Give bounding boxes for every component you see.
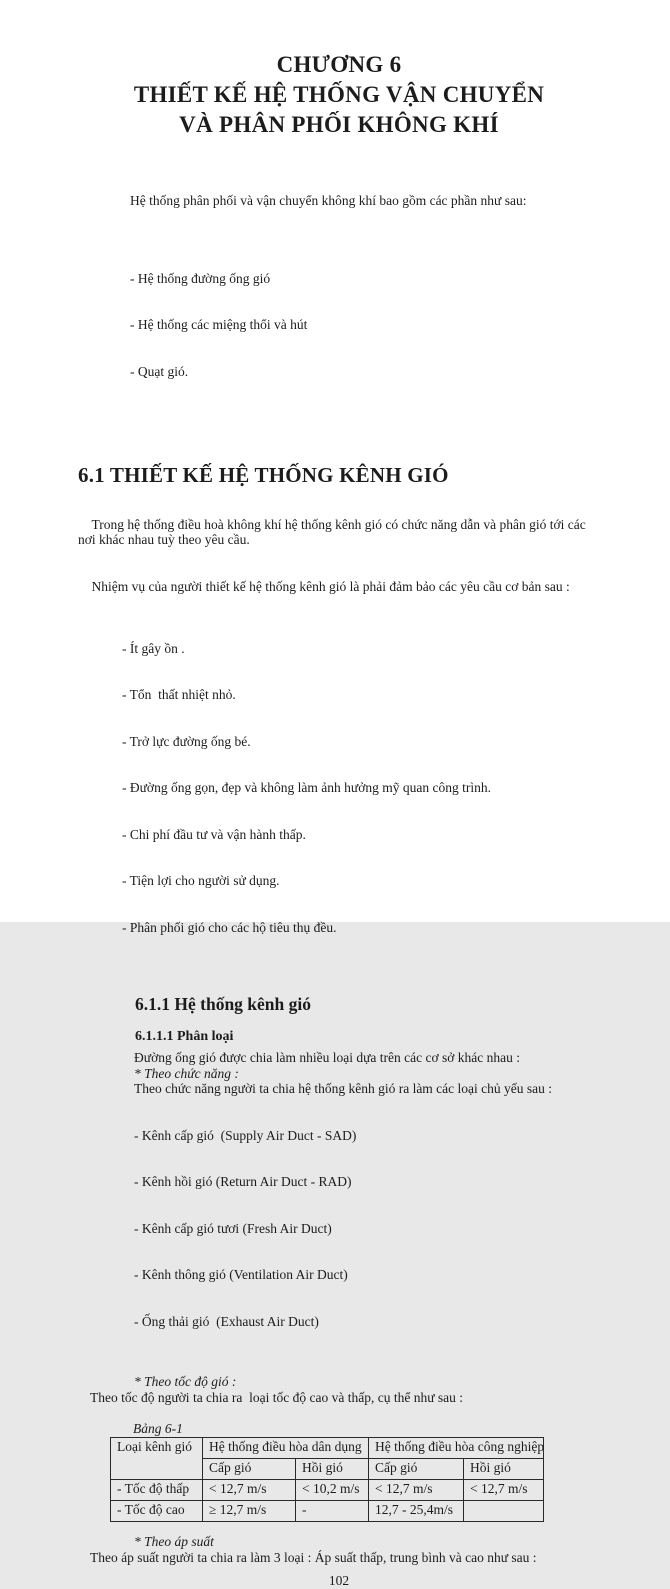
table-row-label: - Tốc độ thấp — [111, 1480, 203, 1501]
subsubsection-heading: 6.1.1.1 Phân loại — [135, 1029, 234, 1044]
intro-block — [130, 162, 600, 441]
table-subheader-cell: Cấp gió — [203, 1459, 296, 1480]
table-cell: < 12,7 m/s — [203, 1480, 296, 1501]
list-item: - Ít gây ồn . — [122, 640, 185, 656]
table-header-row — [111, 1438, 544, 1459]
list-item: - Kênh thông gió (Ventilation Air Duct) — [134, 1267, 348, 1282]
table-group-header: Hệ thống điều hòa công nghiệp — [369, 1438, 544, 1459]
requirements-list — [122, 610, 600, 967]
table-subheader-cell: Hồi gió — [296, 1459, 369, 1480]
list-item: - Kênh cấp gió tươi (Fresh Air Duct) — [134, 1220, 332, 1236]
by-pressure-lead: Theo áp suất người ta chia ra làm 3 loại : Áp suất thấp, trung bình và cao như sau : — [90, 1549, 537, 1565]
table-cell: < 12,7 m/s — [369, 1480, 464, 1501]
section-heading: 6.1 THIẾT KẾ HỆ THỐNG KÊNH GIÓ — [78, 463, 449, 487]
subsection-heading: 6.1.1 Hệ thống kênh gió — [135, 994, 311, 1014]
table-row — [111, 1480, 544, 1501]
table-header-cell: Loại kênh gió — [111, 1438, 203, 1480]
table-group-header: Hệ thống điều hòa dân dụng — [203, 1438, 369, 1459]
by-speed-label: * Theo tốc độ gió : — [134, 1374, 237, 1389]
table-row — [111, 1501, 544, 1522]
duct-types-list — [134, 1097, 600, 1361]
list-item: - Ống thải gió (Exhaust Air Duct) — [134, 1313, 319, 1329]
chapter-title — [78, 50, 600, 140]
table-cell: - — [296, 1501, 369, 1522]
section-paragraph-1: Trong hệ thống điều hoà không khí hệ thống kênh gió có chức năng dẫn và phân gió tới các nơi khác nhau tuỳ theo yêu cầu. — [78, 516, 590, 547]
list-item: - Quạt gió. — [130, 363, 189, 379]
list-item: - Trở lực đường ống bé. — [122, 733, 251, 749]
air-duct-speed-table — [110, 1437, 544, 1522]
classification-paragraph: Đường ống gió được chia làm nhiều loại dựa trên các cơ sở khác nhau : — [134, 1050, 521, 1065]
by-speed-lead: Theo tốc độ người ta chia ra loại tốc độ cao và thấp, cụ thể như sau : — [90, 1389, 464, 1405]
list-item: - Tổn thất nhiệt nhỏ. — [122, 687, 236, 702]
list-item: - Hệ thống các miệng thổi và hút — [130, 317, 308, 332]
table-caption: Bảng 6-1 — [133, 1421, 183, 1436]
table-subheader-cell: Hồi gió — [464, 1459, 544, 1480]
table-cell: < 12,7 m/s — [464, 1480, 544, 1501]
chapter-title-line3: VÀ PHÂN PHỐI KHÔNG KHÍ — [179, 112, 499, 137]
list-item: - Tiện lợi cho người sử dụng. — [122, 873, 280, 888]
list-item: - Kênh hồi gió (Return Air Duct - RAD) — [134, 1174, 352, 1189]
by-function-lead: Theo chức năng người ta chia hệ thống kênh gió ra làm các loại chủ yếu sau : — [134, 1081, 553, 1096]
chapter-title-line2: THIẾT KẾ HỆ THỐNG VẬN CHUYỂN — [133, 82, 545, 107]
list-item: - Phân phối gió cho các hộ tiêu thụ đều. — [122, 919, 337, 935]
by-pressure-label: * Theo áp suất — [134, 1534, 214, 1549]
table-cell: < 10,2 m/s — [296, 1480, 369, 1501]
table-cell: ≥ 12,7 m/s — [203, 1501, 296, 1522]
section-paragraph — [78, 501, 600, 610]
table-cell — [464, 1501, 544, 1522]
list-item: - Chi phí đầu tư và vận hành thấp. — [122, 826, 306, 842]
list-item: - Kênh cấp gió (Supply Air Duct - SAD) — [134, 1127, 357, 1143]
by-function-label: * Theo chức năng : — [134, 1065, 239, 1081]
intro-lead: Hệ thống phân phối và vận chuyển không khí bao gồm các phần như sau: — [130, 193, 527, 208]
intro-list — [130, 240, 600, 411]
list-item: - Đường ống gọn, đẹp và không làm ảnh hưởng mỹ quan công trình. — [122, 780, 491, 795]
chapter-title-line1: CHƯƠNG 6 — [276, 52, 402, 77]
page-number: 102 — [328, 1573, 350, 1588]
list-item: - Hệ thống đường ống gió — [130, 270, 271, 286]
table-cell: 12,7 - 25,4m/s — [369, 1501, 464, 1522]
table-row-label: - Tốc độ cao — [111, 1501, 203, 1522]
section-paragraph-2: Nhiệm vụ của người thiết kế hệ thống kênh gió là phải đảm bảo các yêu cầu cơ bản sau : — [91, 578, 570, 594]
table-subheader-cell: Cấp gió — [369, 1459, 464, 1480]
